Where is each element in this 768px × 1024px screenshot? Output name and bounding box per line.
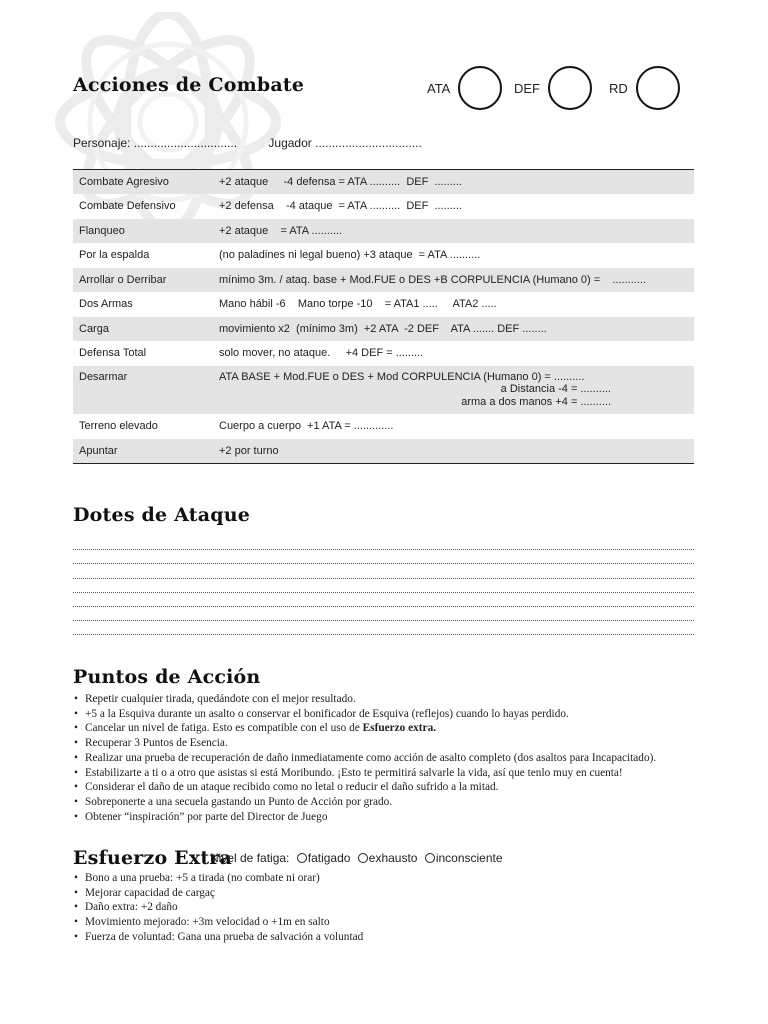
- fatigue-label: Nivel de fatiga:: [210, 851, 290, 865]
- action-name: Terreno elevado: [79, 420, 158, 433]
- stat-rd-label: RD: [609, 80, 628, 96]
- list-item: • Repetir cualquier tirada, quedándote con el mejor resultado.: [73, 692, 656, 707]
- dotted-line[interactable]: [73, 621, 694, 635]
- action-desc: +2 por turno: [219, 444, 279, 457]
- stat-ata-circle[interactable]: [458, 66, 502, 110]
- table-row: [73, 414, 694, 439]
- table-row: [73, 366, 694, 415]
- action-desc: +2 defensa -4 ataque = ATA .......... DEF .........: [219, 200, 462, 213]
- desarmar-line: a Distancia -4 = ..........: [500, 383, 611, 395]
- list-item-bold: Esfuerzo extra.: [362, 722, 437, 735]
- list-item: • Movimiento mejorado: +3m velocidad o +1m en salto: [73, 915, 363, 930]
- dotted-line[interactable]: [73, 564, 694, 578]
- jugador-field[interactable]: Jugador ................................: [268, 136, 422, 150]
- combat-actions-table: [73, 169, 694, 464]
- list-item: • Estabilizarte a ti o a otro que asistas si está Moribundo. ¡Esto te permitirá salvarle la vida, así que tenlo muy en cuenta!: [73, 766, 656, 781]
- action-name: Arrollar o Derribar: [79, 273, 167, 286]
- action-desc: solo mover, no ataque. +4 DEF = .........: [219, 347, 424, 360]
- dotes-title: Dotes de Ataque: [73, 504, 250, 526]
- dotes-writing-lines: [73, 536, 694, 635]
- stat-def-label: DEF: [514, 80, 540, 96]
- list-item: • Obtener “inspiración” por parte del Director de Juego: [73, 810, 656, 825]
- action-name: Carga: [79, 322, 109, 335]
- esfuerzo-title: Esfuerzo Extra: [73, 847, 233, 869]
- list-item: • Realizar una prueba de recuperación de daño inmediatamente como acción de asalto completo (dos asaltos para Incapacitado).: [73, 751, 656, 766]
- action-desc: [213, 366, 694, 415]
- list-item: • +5 a la Esquiva durante un asalto o conservar el bonificador de Esquiva (reflejos) cuando lo hayas perdido.: [73, 707, 656, 722]
- action-name: Flanqueo: [79, 224, 125, 237]
- dotted-line[interactable]: [73, 579, 694, 593]
- table-row: [73, 341, 694, 366]
- stat-ata: [427, 66, 502, 110]
- table-row: [73, 194, 694, 219]
- list-item: • Daño extra: +2 daño: [73, 900, 363, 915]
- dotted-line[interactable]: [73, 536, 694, 550]
- action-desc: Cuerpo a cuerpo +1 ATA = .............: [219, 420, 394, 433]
- dotted-line[interactable]: [73, 550, 694, 564]
- action-name: Combate Agresivo: [79, 176, 169, 188]
- action-desc: (no paladines ni legal bueno) +3 ataque = ATA ..........: [219, 249, 481, 262]
- list-item: • Sobreponerte a una secuela gastando un Punto de Acción por grado.: [73, 795, 656, 810]
- dotted-line[interactable]: [73, 607, 694, 621]
- stat-def-circle[interactable]: [548, 66, 592, 110]
- puntos-list: [73, 692, 656, 824]
- list-item: • Mejorar capacidad de cargaç: [73, 886, 363, 901]
- action-desc: Mano hábil -6 Mano torpe -10 = ATA1 ..... ATA2 .....: [219, 298, 497, 311]
- table-row: [73, 268, 694, 293]
- character-line: [73, 136, 450, 150]
- stat-ata-label: ATA: [427, 80, 451, 96]
- action-name: Dos Armas: [79, 298, 133, 311]
- stat-def: [514, 66, 592, 110]
- fatigue-option-fatigado[interactable]: fatigado: [297, 851, 351, 865]
- action-name: Desarmar: [79, 370, 128, 383]
- dotted-line[interactable]: [73, 593, 694, 607]
- stat-rd: [609, 66, 680, 110]
- table-row: [73, 317, 694, 342]
- esfuerzo-list: [73, 871, 363, 945]
- fatigue-option-inconsciente[interactable]: inconsciente: [425, 851, 503, 865]
- table-row: [73, 292, 694, 317]
- puntos-title: Puntos de Acción: [73, 666, 261, 688]
- personaje-field[interactable]: Personaje: ...............................: [73, 136, 238, 150]
- desarmar-line: ATA BASE + Mod.FUE o DES + Mod CORPULENCIA (Humano 0) = ..........: [219, 370, 585, 383]
- list-item: [73, 721, 656, 736]
- list-item: • Recuperar 3 Puntos de Esencia.: [73, 736, 656, 751]
- action-desc: +2 ataque -4 defensa = ATA .......... DEF .........: [219, 176, 462, 188]
- list-item: • Considerar el daño de un ataque recibido como no letal o reducir el daño sufrido a la mitad.: [73, 780, 656, 795]
- action-desc: mínimo 3m. / ataq. base + Mod.FUE o DES +B CORPULENCIA (Humano 0) = ...........: [219, 273, 647, 286]
- action-desc: movimiento x2 (mínimo 3m) +2 ATA -2 DEF ATA ....... DEF ........: [219, 322, 547, 335]
- list-item-text: Cancelar un nivel de fatiga. Esto es compatible con el uso de: [85, 722, 360, 735]
- list-item: • Fuerza de voluntad: Gana una prueba de salvación a voluntad: [73, 930, 363, 945]
- action-name: Combate Defensivo: [79, 200, 176, 213]
- action-name: Apuntar: [79, 444, 118, 457]
- stat-rd-circle[interactable]: [636, 66, 680, 110]
- action-name: Por la espalda: [79, 249, 150, 262]
- table-row: [73, 439, 694, 464]
- action-name: Defensa Total: [79, 347, 147, 360]
- desarmar-line: arma a dos manos +4 = ..........: [461, 395, 611, 408]
- combat-actions-title: Acciones de Combate: [73, 74, 305, 96]
- fatigue-level: [210, 851, 503, 865]
- table-row: [73, 243, 694, 268]
- table-row: [73, 219, 694, 244]
- table-row: [73, 170, 694, 195]
- action-desc: +2 ataque = ATA ..........: [219, 224, 343, 237]
- list-item: • Bono a una prueba: +5 a tirada (no combate ni orar): [73, 871, 363, 886]
- fatigue-option-exhausto[interactable]: exhausto: [358, 851, 418, 865]
